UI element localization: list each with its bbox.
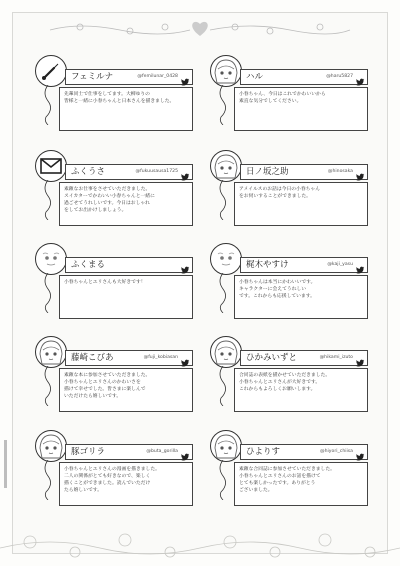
contributor-message: アメイルスのお話は今日の小春ちゃん をお伺いすることができました。 — [239, 187, 321, 199]
twitter-handle: @hinosaka — [327, 169, 353, 174]
name-plate — [65, 444, 193, 460]
twitter-handle: @fukuusausa1725 — [135, 169, 178, 174]
message-box — [234, 87, 368, 131]
balloon-string — [40, 85, 54, 125]
balloon-string — [40, 366, 54, 406]
girl-face-avatar — [210, 430, 242, 462]
girl-face-avatar — [210, 150, 242, 182]
contributor-name: ふくまる — [71, 260, 106, 270]
contributor-card — [210, 150, 365, 225]
contributor-name: ふくうさ — [71, 167, 106, 177]
twitter-bird-icon — [355, 260, 365, 270]
contributor-card — [210, 243, 365, 318]
balloon-string — [215, 85, 229, 125]
balloon-string — [215, 273, 229, 313]
envelope-icon — [40, 158, 62, 174]
message-box — [234, 462, 368, 506]
twitter-bird-icon — [355, 447, 365, 457]
twitter-bird-icon — [355, 167, 365, 177]
name-plate — [240, 350, 368, 366]
message-box — [59, 87, 193, 131]
twitter-bird-icon — [180, 353, 190, 363]
message-box — [59, 182, 193, 226]
girl-face-icon — [212, 57, 240, 85]
name-plate — [65, 164, 193, 180]
balloon-string — [215, 460, 229, 500]
girl-face-icon — [37, 432, 65, 460]
twitter-handle: @femilunar_0428 — [137, 74, 178, 79]
contributor-message: 先輩同士で仕事をしてます。大柳ゆりの 皆様と一緒に小春ちゃんと日本さんを描きました。 — [64, 92, 175, 104]
contributor-card — [35, 150, 190, 225]
contributor-card — [35, 336, 190, 411]
girl-face-icon — [212, 152, 240, 180]
girl-face-icon — [212, 432, 240, 460]
contributor-message: 小春ちゃんとエリさんの漫画を描きました。 二人の関係がとても好きなので、楽しく 描くことができました。読んでいただけ たら嬉しいです。 — [64, 467, 160, 493]
name-plate — [240, 164, 368, 180]
contributor-name: 豚ゴリラ — [71, 447, 106, 457]
girl-face-avatar — [210, 336, 242, 368]
contributor-card — [210, 430, 365, 505]
twitter-bird-icon — [180, 167, 190, 177]
contributor-message: 小春ちゃんとエリさんも大好きです！ — [64, 280, 146, 285]
twitter-bird-icon — [180, 72, 190, 82]
contributor-name: ひかみいずと — [246, 353, 298, 363]
twitter-handle: @hiyori_chiisa — [320, 449, 353, 454]
twitter-handle: @fuji_kobiasan — [143, 355, 178, 360]
balloon-string — [40, 180, 54, 220]
girl-face-avatar — [35, 336, 67, 368]
contributor-card — [35, 55, 190, 130]
floral-ornament-top — [40, 18, 360, 40]
contributor-name: 梶木やすけ — [246, 260, 289, 270]
twitter-bird-icon — [180, 447, 190, 457]
paintbrush-icon — [40, 60, 62, 82]
contributor-name: ハル — [246, 72, 264, 82]
balloon-string — [215, 180, 229, 220]
message-box — [234, 275, 368, 319]
twitter-handle: @hikami_izuto — [319, 355, 353, 360]
name-plate — [65, 69, 193, 85]
message-box — [234, 182, 368, 226]
twitter-handle: @buta_gorilla — [146, 449, 178, 454]
twitter-handle: @kaji_yasu — [327, 262, 353, 267]
girl-face-avatar — [210, 55, 242, 87]
ghost-face-icon — [37, 245, 65, 273]
girl-face-icon — [37, 338, 65, 366]
contributor-name: 藤崎こびあ — [71, 353, 114, 363]
contributor-message: 素敵な本に参加させていただきました。 小春ちゃんとエリさんのかわいさを 描けて幸せでした。皆さまに楽しんで いただけたら嬉しいです。 — [64, 373, 151, 399]
twitter-bird-icon — [180, 260, 190, 270]
paintbrush-avatar — [35, 55, 67, 87]
contributor-card — [35, 430, 190, 505]
contributor-name: ひよりす — [246, 447, 281, 457]
contributor-card — [35, 243, 190, 318]
balloon-string — [215, 366, 229, 406]
girl-face-avatar — [35, 430, 67, 462]
message-box — [59, 462, 193, 506]
contributor-name: フェミルナ — [71, 72, 114, 82]
girl-face-icon — [212, 338, 240, 366]
twitter-handle: @haru5827 — [326, 74, 353, 79]
ghost-face-avatar — [35, 243, 67, 275]
contributor-message: 素敵な合同誌に参加させていただきました。 小春ちゃんとエリさんのお話を描けて とても楽しかったです。ありがとう ございました。 — [239, 467, 335, 493]
ghost-face-avatar — [210, 243, 242, 275]
balloon-string — [40, 273, 54, 313]
contributor-card — [210, 336, 365, 411]
ghost-face-icon — [212, 245, 240, 273]
contributor-card — [210, 55, 365, 130]
message-box — [234, 368, 368, 412]
twitter-bird-icon — [355, 72, 365, 82]
name-plate — [240, 444, 368, 460]
balloon-string — [40, 460, 54, 500]
message-box — [59, 275, 193, 319]
name-plate — [65, 350, 193, 366]
twitter-bird-icon — [355, 353, 365, 363]
contributor-message: 小春ちゃんは本当にかわいいです。 キャラクターに会えてうれしい です。これからも応援しています。 — [239, 280, 316, 299]
name-plate — [65, 257, 193, 273]
name-plate — [240, 69, 368, 85]
contributor-message: 合同誌の表紙を描かせていただきました。 小春ちゃんとエリさんが大好きです。 これからもよろしくお願いします。 — [239, 373, 331, 392]
message-box — [59, 368, 193, 412]
contributor-message: 素敵なお仕事をさせていただきました。 スイカターでかわいい小春ちゃんと一緒に 過ごせてうれしいです。今日はおしゃれ をしてお出かけしましょう。 — [64, 187, 155, 213]
contributor-name: 日ノ坂之助 — [246, 167, 289, 177]
envelope-avatar — [35, 150, 67, 182]
name-plate — [240, 257, 368, 273]
contributor-message: 小春ちゃん、今日はこれでかわいいから 素直な気分でしてください。 — [239, 92, 326, 104]
page-mark — [3, 440, 8, 488]
floral-ornament-bottom — [0, 526, 400, 566]
